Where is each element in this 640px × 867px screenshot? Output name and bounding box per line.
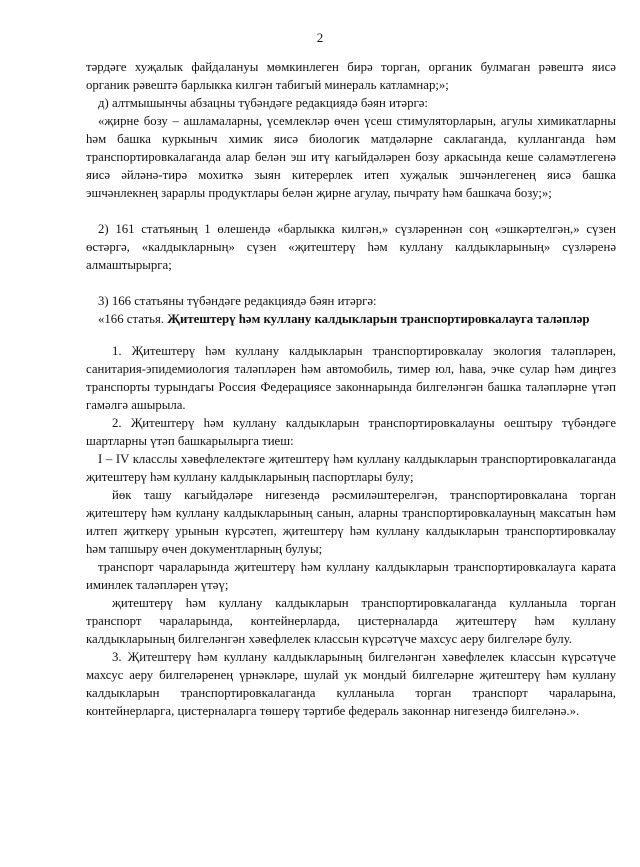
paragraph-9: йөк ташу кагыйдәләре нигезендә рәсмиләштерелгән, транспортировкалана торган җитештерү һәм куллану калдыкларының санын, аларны транспортировкалауның максатын һәм илтеп җиткерү урынын күрсәтеп, җитештерү һәм куллану калдыкларын транспортировкалау һәм тапшыру өчен документларның булуы; <box>86 488 616 556</box>
paragraph-4: 2) 161 статьяның 1 өлешендә «барлыкка килгән,» сүзләреннән соң «эшкәртелгән,» сүзен өстәргә, «калдыкларның» сүзен «җитештерү һәм куллану калдыкларының» сүзләренә алмаштырырга; <box>86 222 616 272</box>
paragraph-3: «җирне бозу – ашламаларны, үсемлекләр өчен үсеш стимуляторларын, агулы химикатларны һәм башка куркыныч химик яисә биологик матдәләрне саклаганда, кулланганда һәм транспортировкалаганда алар белән эш итү кагыйдәләрен бозу аркасында кеше сәламәтлегенә яисә әйләнә-тирә мохиткә зыян китерерлек итеп хуҗалык эшчәнлегенең яисә башка эшчәнлекнең зарарлы продуктлары белән җирне агулау, пычрату һәм башкача бозу;»; <box>86 114 616 200</box>
paragraph-2: д) алтмышынчы абзацны түбәндәге редакциядә бәян итәргә: <box>98 96 428 110</box>
paragraph-11: җитештерү һәм куллану калдыкларын транспортировкалаганда кулланыла торган транспорт чараларында, контейнерларда, цистерналарда җитештерү һәм куллану калдыкларының билгеләнгән хәвефлелек классын күрсәтүче махсус аеру билгеләре булу. <box>86 596 616 646</box>
paragraph-5: 3) 166 статьяны түбәндәге редакциядә бәян итәргә: <box>98 294 377 308</box>
article-title: Җитештерү һәм куллану калдыкларын транспортировкалауга таләпләр <box>167 312 590 326</box>
paragraph-10: транспорт чараларында җитештерү һәм куллану калдыкларын транспортировкалауга карата иминлек таләпләрен үтәү; <box>86 560 616 592</box>
article-heading <box>86 310 616 328</box>
spacer <box>86 274 616 292</box>
paragraph-12: 3. Җитештерү һәм куллану калдыкларының билгеләнгән хәвефлелек классын күрсәтүче махсус аеру билгеләренең үрнәкләре, шулай ук мондый билгеләрне җитештерү һәм куллану калдыкларын транспортировкалаганда кулланыла торган транспорт чараларына, контейнерларга, цистерналарга төшерү тәртибе федераль законнар нигезендә билгеләнә.». <box>86 650 616 718</box>
paragraph-6: 1. Җитештерү һәм куллану калдыкларын транспортировкалау экология таләпләрен, санитария-эпидемиология таләпләрен һәм автомобиль, тимер юл, һава, эчке сулар һәм диңгез транспорты турындагы Россия Федерациясе законнарында билгеләнгән башка таләпләрне үтәп гамәлгә ашырыла. <box>86 344 616 412</box>
paragraph-7: 2. Җитештерү һәм куллану калдыкларын транспортировкалауны оештыру түбәндәге шартларны үтәп башкарылырга тиеш: <box>86 416 616 448</box>
spacer <box>86 328 616 342</box>
article-number: «166 статья. <box>98 312 168 326</box>
spacer <box>86 202 616 220</box>
document-body <box>86 58 616 720</box>
paragraph-8: I – IV класслы хәвефлелектәге җитештерү һәм куллану калдыкларын транспортировкалаганда җитештерү һәм куллану калдыкларының паспортлары булу; <box>86 452 616 484</box>
paragraph-1: тәрдәге хуҗалык файдалануы мөмкинлеген бирә торган, органик булмаган рәвештә яисә органик рәвештә барлыкка килгән табигый минераль катламнар;»; <box>86 60 616 92</box>
page-number: 2 <box>316 30 324 45</box>
